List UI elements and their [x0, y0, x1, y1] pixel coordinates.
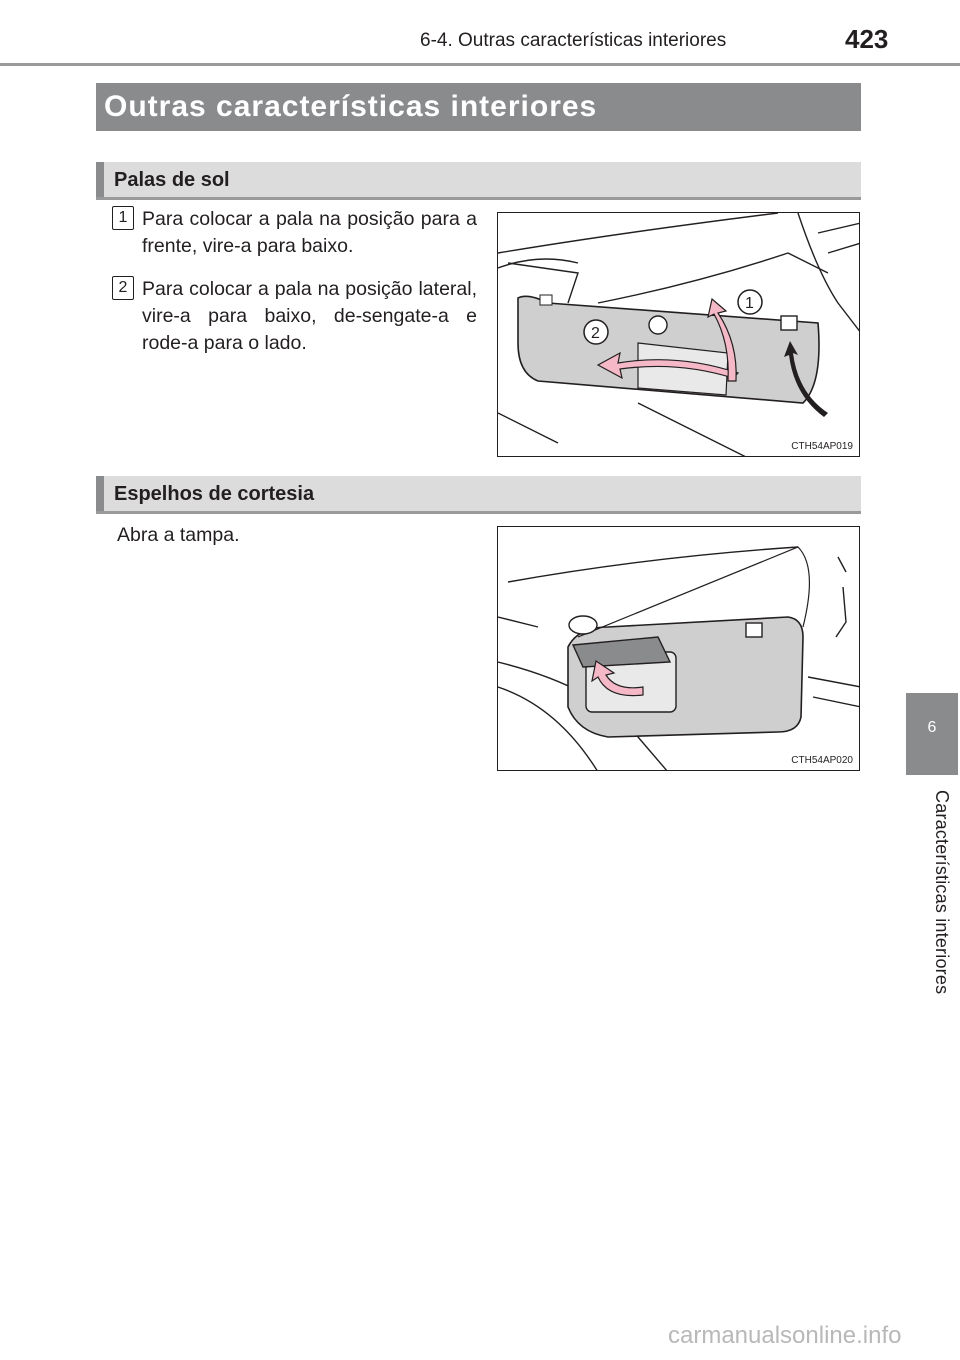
header-rule [0, 63, 960, 66]
figure-code: CTH54AP019 [791, 441, 853, 452]
figure-code: CTH54AP020 [791, 755, 853, 766]
body-text: Abra a tampa. [117, 524, 240, 546]
callout-1: 1 [745, 295, 754, 312]
chapter-side-label: Características interiores [932, 790, 952, 995]
step-1 [112, 206, 477, 260]
header-section-title: 6-4. Outras características interiores [420, 30, 727, 51]
section-heading-sun-visors: Palas de sol [96, 162, 861, 200]
section-heading-vanity-mirrors: Espelhos de cortesia [96, 476, 861, 514]
watermark: carmanualsonline.info [668, 1322, 902, 1349]
callout-2: 2 [591, 325, 600, 342]
figure-vanity-mirror [497, 526, 860, 771]
main-title: Outras características interiores [96, 83, 861, 131]
step-text: Para colocar a pala na posição lateral, vire-a para baixo, de-sengate-a e rode-a para o lado. [142, 278, 477, 354]
step-number: 2 [112, 276, 134, 300]
page-number: 423 [845, 24, 889, 54]
step-text: Para colocar a pala na posição para a frente, vire-a para baixo. [142, 208, 477, 257]
step-2 [112, 276, 477, 357]
figure-sun-visor [497, 212, 860, 457]
chapter-tab: 6 [906, 693, 958, 775]
step-number: 1 [112, 206, 134, 230]
